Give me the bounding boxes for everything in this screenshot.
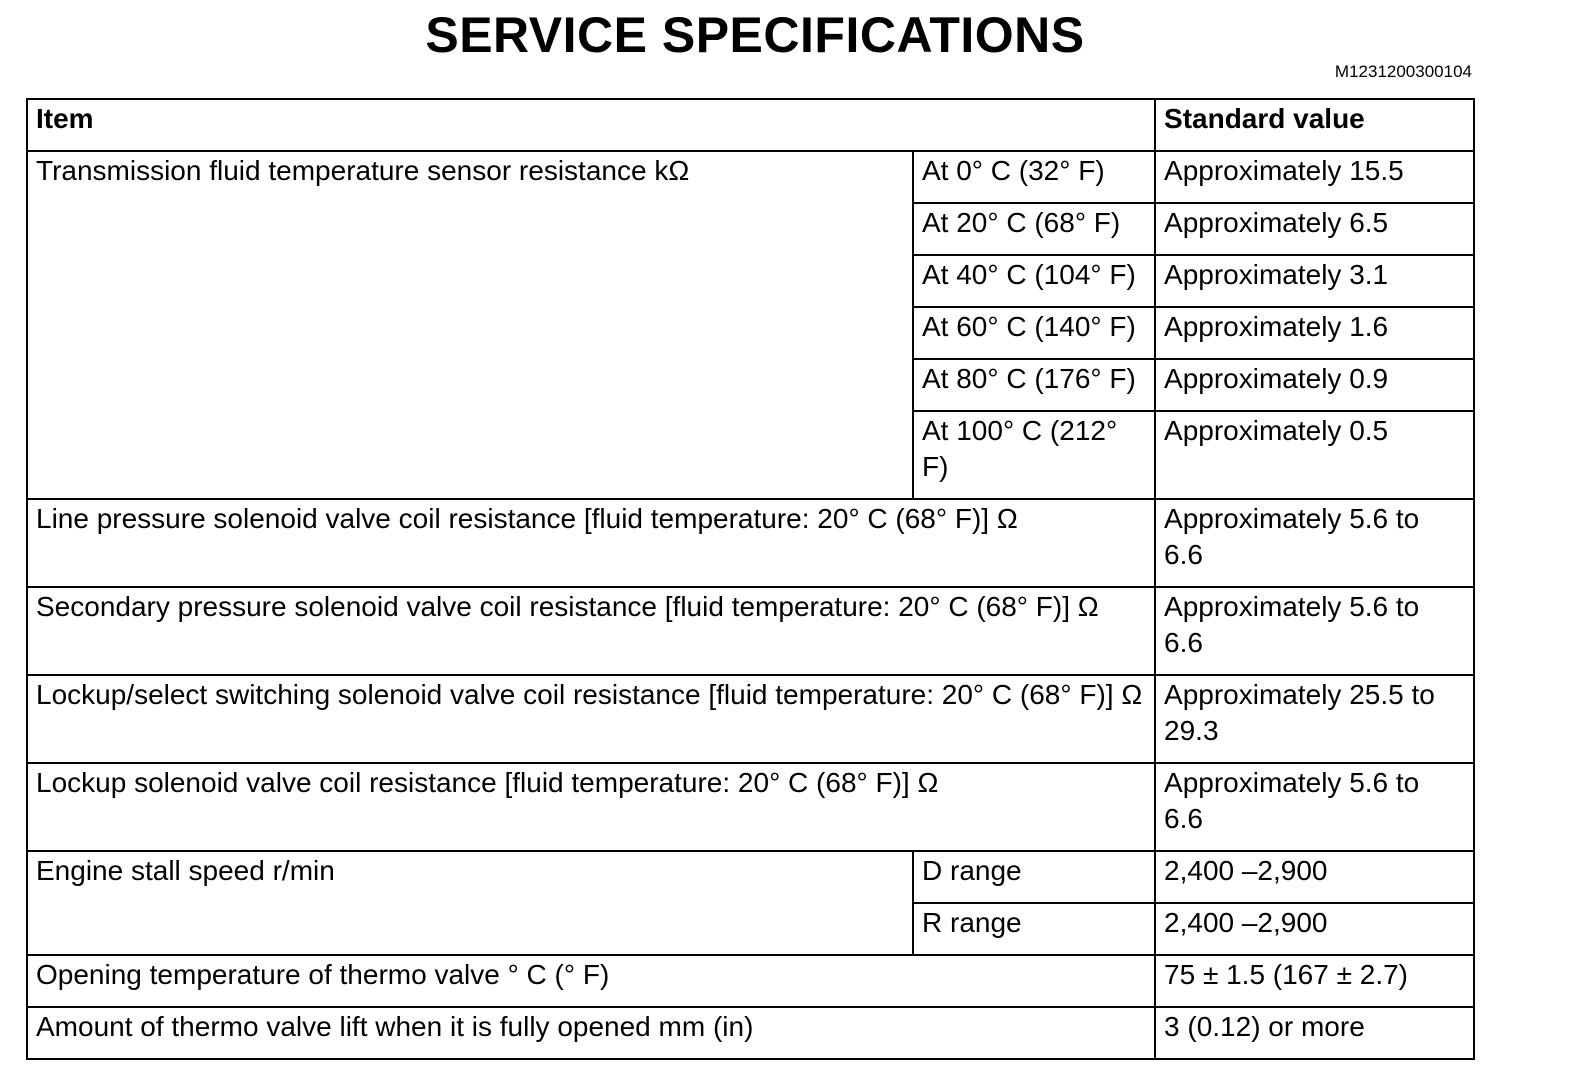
table-row (27, 955, 1474, 1007)
value-cell: Approximately 5.6 to 6.6 (1155, 763, 1474, 851)
value-cell: Approximately 6.5 (1155, 203, 1474, 255)
condition-cell: D range (913, 851, 1155, 903)
table-row (27, 499, 1474, 587)
table-row (27, 763, 1474, 851)
item-cell: Line pressure solenoid valve coil resistance [fluid temperature: 20° C (68° F)] Ω (27, 499, 1155, 587)
condition-cell: At 0° C (32° F) (913, 151, 1155, 203)
document-id: M1231200300104 (1334, 62, 1472, 81)
value-cell: Approximately 5.6 to 6.6 (1155, 499, 1474, 587)
header-item: Item (27, 99, 1155, 151)
condition-cell: R range (913, 903, 1155, 955)
value-cell: Approximately 3.1 (1155, 255, 1474, 307)
tfts-item-cell: Transmission fluid temperature sensor resistance kΩ (27, 151, 913, 499)
value-cell: Approximately 15.5 (1155, 151, 1474, 203)
table-row (27, 851, 1474, 903)
table-row (27, 675, 1474, 763)
item-cell: Secondary pressure solenoid valve coil resistance [fluid temperature: 20° C (68° F)] Ω (27, 587, 1155, 675)
page-title: SERVICE SPECIFICATIONS (425, 7, 1085, 63)
value-cell: Approximately 1.6 (1155, 307, 1474, 359)
header-standard-value: Standard value (1155, 99, 1474, 151)
value-cell: Approximately 25.5 to 29.3 (1155, 675, 1474, 763)
table-row (27, 1007, 1474, 1059)
condition-cell: At 100° C (212° F) (913, 411, 1155, 499)
value-cell: Approximately 0.5 (1155, 411, 1474, 499)
table-header-row (27, 99, 1474, 151)
value-cell: 75 ± 1.5 (167 ± 2.7) (1155, 955, 1474, 1007)
table-row (27, 151, 1474, 203)
item-cell: Opening temperature of thermo valve ° C (° F) (27, 955, 1155, 1007)
condition-cell: At 80° C (176° F) (913, 359, 1155, 411)
value-cell: 2,400 –2,900 (1155, 903, 1474, 955)
service-specifications-table (26, 98, 1475, 1060)
condition-cell: At 60° C (140° F) (913, 307, 1155, 359)
table-row (27, 587, 1474, 675)
value-cell: 2,400 –2,900 (1155, 851, 1474, 903)
stall-item-cell: Engine stall speed r/min (27, 851, 913, 955)
value-cell: 3 (0.12) or more (1155, 1007, 1474, 1059)
item-cell: Amount of thermo valve lift when it is fully opened mm (in) (27, 1007, 1155, 1059)
item-cell: Lockup solenoid valve coil resistance [fluid temperature: 20° C (68° F)] Ω (27, 763, 1155, 851)
item-cell: Lockup/select switching solenoid valve coil resistance [fluid temperature: 20° C (68° F)] Ω (27, 675, 1155, 763)
condition-cell: At 20° C (68° F) (913, 203, 1155, 255)
value-cell: Approximately 5.6 to 6.6 (1155, 587, 1474, 675)
value-cell: Approximately 0.9 (1155, 359, 1474, 411)
condition-cell: At 40° C (104° F) (913, 255, 1155, 307)
